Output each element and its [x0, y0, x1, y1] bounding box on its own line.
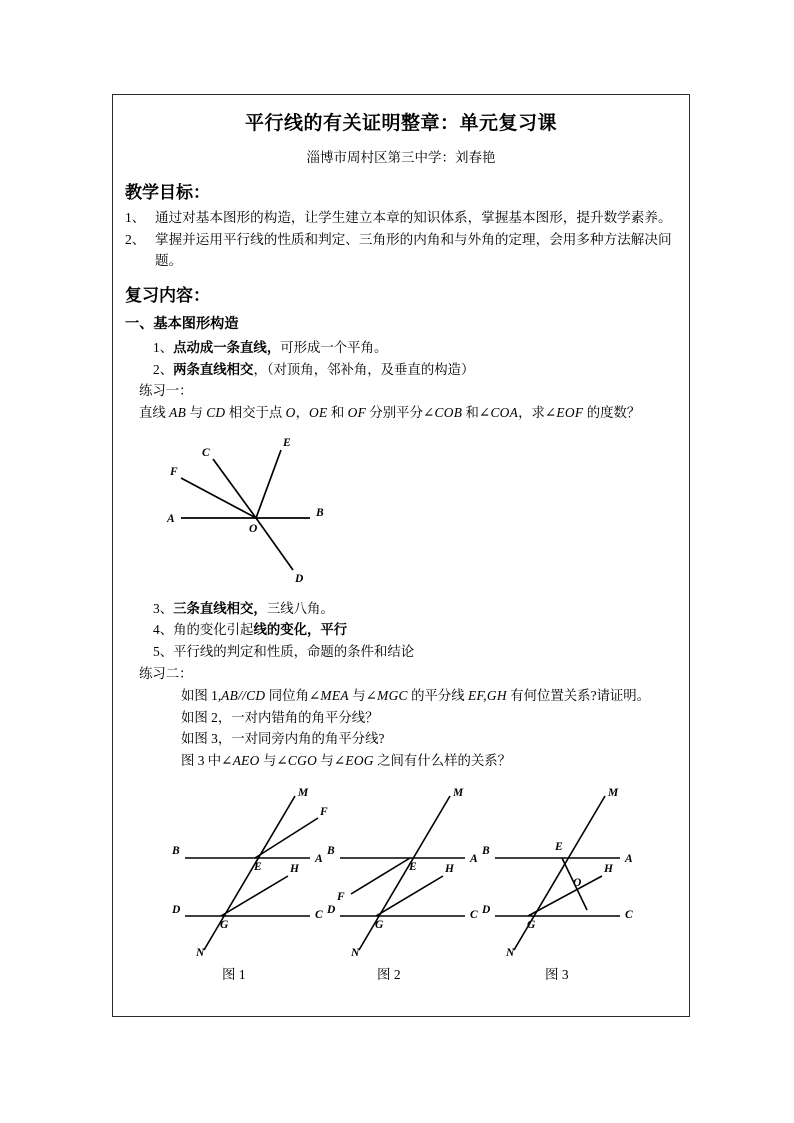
figure-practice-one: [125, 430, 677, 598]
fig2-label-G: G: [375, 919, 384, 932]
fig3-label-B: B: [482, 845, 490, 858]
item-number: 1、: [153, 339, 174, 355]
teaching-objectives-heading: 教学目标：: [125, 182, 210, 202]
figure-2-caption: 图 2: [377, 967, 401, 983]
fig3-label-G: G: [527, 919, 536, 932]
fig1-label-E: E: [254, 861, 262, 874]
fig2-label-B: B: [327, 845, 335, 858]
fig3-label-M: M: [608, 788, 619, 800]
label-O: O: [249, 522, 258, 535]
item-number: 4、: [153, 622, 174, 638]
item-bold-text: 点动成一条直线，: [173, 339, 281, 355]
fig2-label-D: D: [327, 904, 336, 917]
fig1-label-A: A: [315, 853, 323, 866]
fig1-label-H: H: [290, 863, 299, 876]
fig2-label-C: C: [470, 909, 478, 922]
ray-OD: [256, 518, 293, 570]
figure-2-svg: [325, 788, 500, 958]
fig2-label-H: H: [445, 863, 454, 876]
label-F: F: [170, 465, 178, 478]
fig2-label-A: A: [470, 853, 478, 866]
item-bold-text: 两条直线相交: [173, 361, 254, 377]
label-E: E: [283, 436, 291, 449]
page-title: 平行线的有关证明整章：单元复习课: [244, 113, 557, 134]
item-plain-text: 角的变化引起: [173, 622, 254, 638]
fig1-label-G: G: [220, 919, 229, 932]
objective-text: 通过对基本图形的构造，让学生建立本章的知识体系，掌握基本图形，提升数学素养。: [155, 210, 672, 226]
figure-3-caption: 图 3: [545, 967, 569, 983]
exercise-two-line: 如图 2，一对内错角的角平分线？: [181, 709, 379, 725]
label-C: C: [202, 446, 210, 459]
figure-row: [125, 788, 677, 963]
fig3-label-C: C: [625, 909, 633, 922]
fig2-bisector-GH: [376, 876, 443, 916]
fig3-label-D: D: [482, 904, 491, 917]
list-item: [153, 598, 677, 620]
item-rest-text: 平行线的判定和性质，命题的条件和结论: [173, 644, 415, 660]
exercise-two-line: 如图 3，一对同旁内角的角平分线?: [181, 731, 385, 747]
figure-1-svg: [170, 788, 345, 958]
fig2-label-F: F: [337, 891, 345, 904]
item-number: 2、: [153, 361, 174, 377]
fig3-label-E: E: [555, 841, 563, 854]
ray-OF: [181, 478, 256, 518]
fig1-label-M: M: [298, 788, 309, 800]
label-A: A: [167, 512, 175, 525]
label-B: B: [316, 506, 324, 519]
item-rest-text: ，（对顶角，邻补角，及垂直的构造）: [253, 361, 475, 377]
item-rest-text: 可形成一个平角。: [280, 339, 388, 355]
fig1-bisector-EF: [255, 818, 318, 858]
document-body: [113, 95, 689, 989]
ray-OC: [213, 459, 256, 518]
fig1-label-C: C: [315, 909, 323, 922]
review-content-heading: 复习内容：: [125, 285, 210, 305]
fig2-label-N: N: [351, 947, 360, 959]
fig2-label-E: E: [409, 861, 417, 874]
objective-item: [125, 229, 677, 271]
objective-text: 掌握并运用平行线的性质和判定、三角形的内角和与外角的定理，会用多种方法解决问题。: [155, 231, 672, 268]
fig1-label-B: B: [172, 845, 180, 858]
fig3-label-O: O: [573, 877, 582, 890]
part-one-heading: 一、基本图形构造: [125, 315, 239, 332]
figure-1-caption: 图 1: [222, 967, 246, 983]
list-item: [153, 619, 677, 641]
document-frame: [112, 94, 690, 1017]
item-number: 3、: [153, 600, 174, 616]
fig1-transversal-MN: [204, 796, 295, 950]
list-item: [153, 337, 677, 359]
fig3-label-A: A: [625, 853, 633, 866]
objective-item: [125, 207, 677, 228]
ray-OE: [256, 450, 281, 518]
label-D: D: [295, 572, 304, 585]
objective-number: 1、: [125, 210, 146, 226]
list-item: [153, 641, 677, 663]
fig2-transversal-MN: [359, 796, 450, 950]
fig3-label-N: N: [506, 947, 515, 959]
item-bold-text: 三条直线相交，: [173, 600, 267, 616]
fig3-label-H: H: [604, 863, 613, 876]
figure-captions: [125, 963, 677, 989]
list-item: [153, 359, 677, 381]
fig2-bisector-EF: [351, 858, 410, 894]
exercise-two-line: 如图 1,AB//CD 同位角∠MEA 与∠MGC 的平分线 EF,GH 有何位置关系?请证明。: [181, 687, 651, 703]
figure-practice-one-svg: [125, 430, 425, 598]
item-bold-text: 线的变化，平行: [253, 622, 348, 638]
fig1-label-N: N: [196, 947, 205, 959]
fig1-bisector-GH: [221, 876, 288, 916]
fig1-label-F: F: [320, 806, 328, 819]
fig2-label-M: M: [453, 788, 464, 800]
figure-3-svg: [480, 788, 655, 958]
exercise-two-line: 图 3 中∠AEO 与∠CGO 与∠EOG 之间有什么样的关系？: [181, 753, 512, 769]
fig1-label-D: D: [172, 904, 181, 917]
exercise-one-label: 练习一：: [139, 383, 193, 399]
item-number: 5、: [153, 644, 174, 660]
fig3-bisector-GH: [528, 876, 602, 916]
objective-number: 2、: [125, 231, 146, 247]
item-rest-text: 三线八角。: [266, 600, 334, 616]
exercise-one-text: 直线 AB 与 CD 相交于点 O，OE 和 OF 分别平分∠COB 和∠COA，求∠EOF 的度数？: [139, 405, 641, 420]
exercise-two-label: 练习二：: [139, 665, 193, 681]
document-subtitle: 淄博市周村区第三中学：刘春艳: [306, 149, 496, 165]
